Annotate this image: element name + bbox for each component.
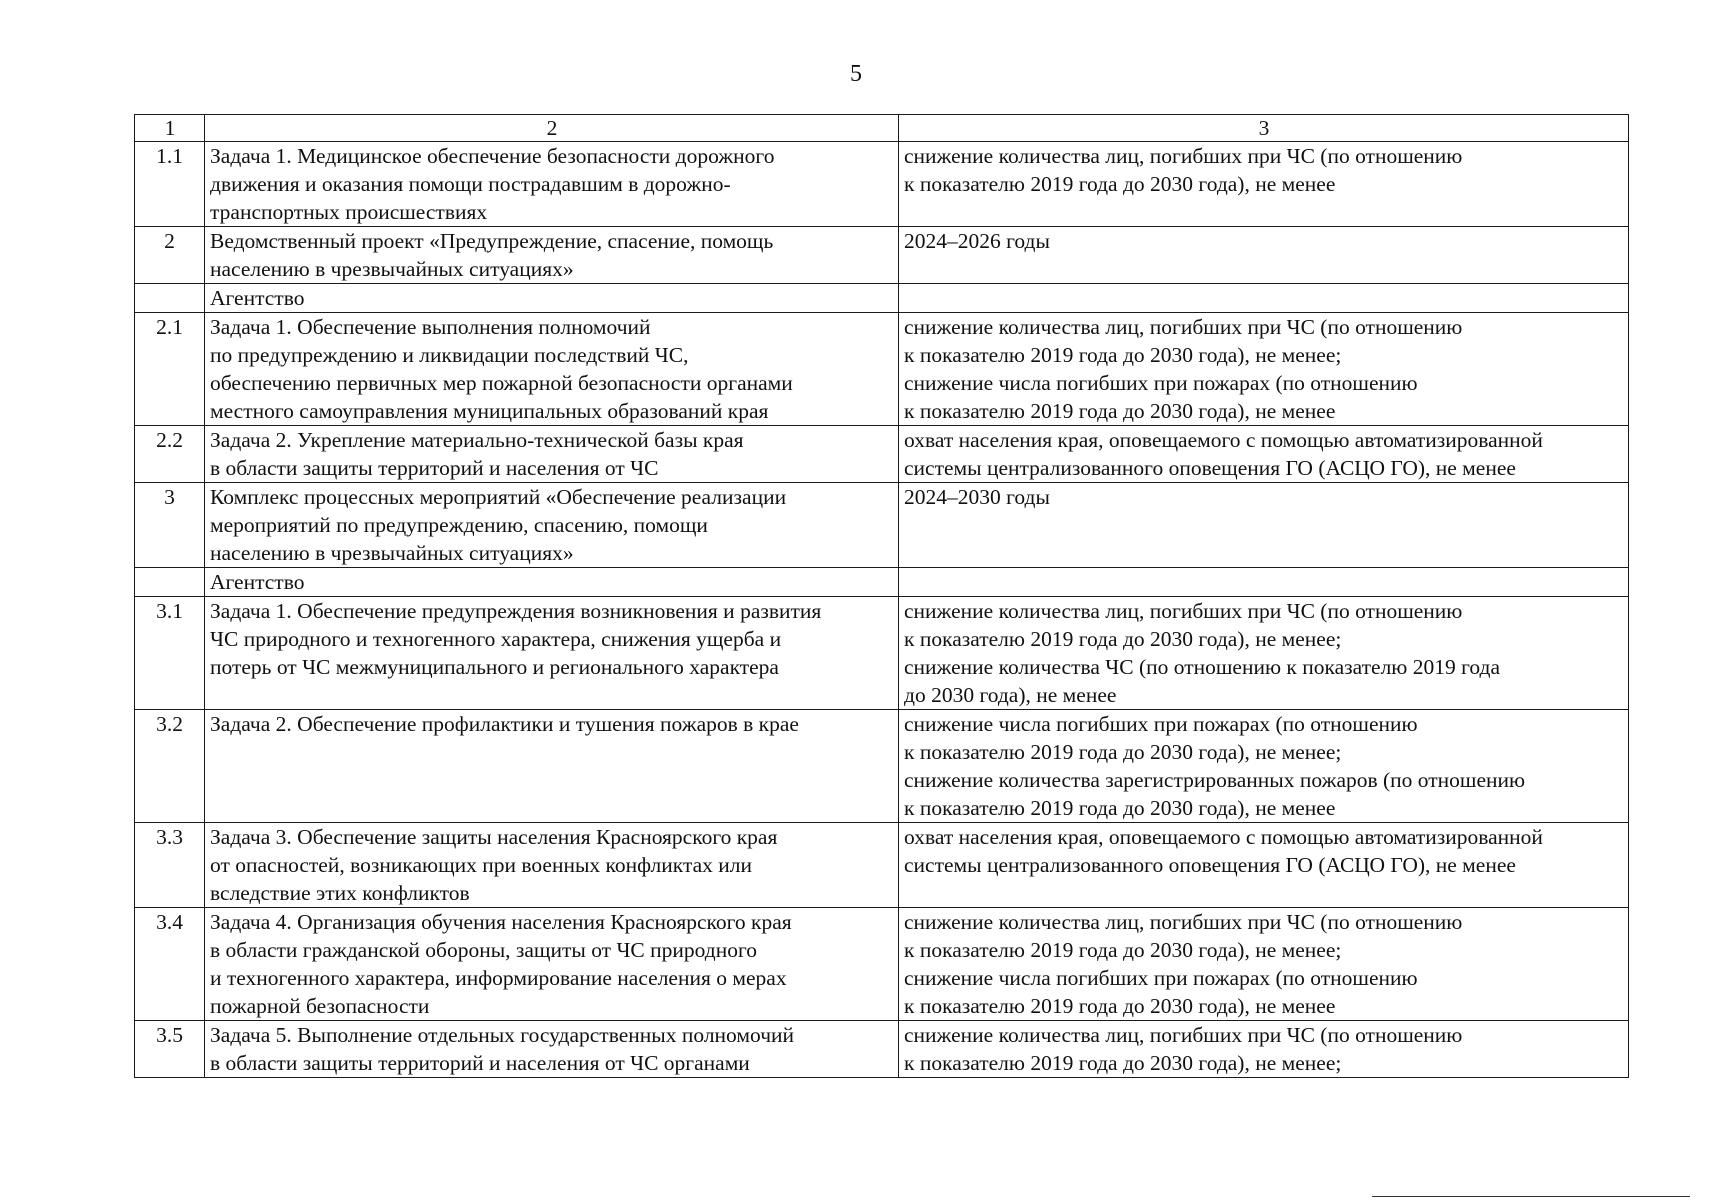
table-row [135, 142, 1629, 227]
row-number-cell: 1.1 [135, 142, 205, 227]
row-number-cell: 3.3 [135, 823, 205, 908]
row-number-cell [135, 568, 205, 597]
row-number-cell: 2.1 [135, 313, 205, 426]
row-number-cell: 3.1 [135, 597, 205, 710]
task-cell: Задача 2. Укрепление материально-технической базы края в области защиты территорий и населения от ЧС [205, 426, 899, 483]
table-row [135, 823, 1629, 908]
indicator-cell [899, 284, 1629, 313]
footer-rule [1372, 1196, 1690, 1197]
table-row [135, 710, 1629, 823]
table-row [135, 483, 1629, 568]
column-header-3: 3 [899, 115, 1629, 142]
indicator-cell: снижение количества лиц, погибших при ЧС (по отношению к показателю 2019 года до 2030 года), не менее; снижение числа погибших при пожарах (по отношению к показателю 2019 года до 2030 года), не менее [899, 908, 1629, 1021]
task-cell: Задача 4. Организация обучения населения Красноярского края в области гражданской обороны, защиты от ЧС природного и техногенного характера, информирование населения о мерах пожарной безопасности [205, 908, 899, 1021]
table-header-row [135, 115, 1629, 142]
task-cell: Агентство [205, 284, 899, 313]
table-row [135, 227, 1629, 284]
row-number-cell: 3.5 [135, 1021, 205, 1078]
task-cell: Задача 1. Обеспечение выполнения полномочий по предупреждению и ликвидации последствий ЧС, обеспечению первичных мер пожарной безопасности органами местного самоуправления муниципальных образований края [205, 313, 899, 426]
row-number-cell: 2 [135, 227, 205, 284]
indicator-cell: снижение количества лиц, погибших при ЧС (по отношению к показателю 2019 года до 2030 года), не менее [899, 142, 1629, 227]
indicator-cell: снижение количества лиц, погибших при ЧС (по отношению к показателю 2019 года до 2030 года), не менее; [899, 1021, 1629, 1078]
table-row [135, 1021, 1629, 1078]
indicator-cell [899, 568, 1629, 597]
column-header-1: 1 [135, 115, 205, 142]
indicator-cell: охват населения края, оповещаемого с помощью автоматизированной системы централизованного оповещения ГО (АСЦО ГО), не менее [899, 426, 1629, 483]
task-cell: Агентство [205, 568, 899, 597]
task-cell: Задача 3. Обеспечение защиты населения Красноярского края от опасностей, возникающих при военных конфликтах или вследствие этих конфликтов [205, 823, 899, 908]
indicator-cell: охват населения края, оповещаемого с помощью автоматизированной системы централизованного оповещения ГО (АСЦО ГО), не менее [899, 823, 1629, 908]
table-row [135, 908, 1629, 1021]
row-number-cell: 3 [135, 483, 205, 568]
table-row [135, 568, 1629, 597]
indicator-cell: 2024–2030 годы [899, 483, 1629, 568]
task-cell: Комплекс процессных мероприятий «Обеспечение реализации мероприятий по предупреждению, спасению, помощи населению в чрезвычайных ситуациях» [205, 483, 899, 568]
row-number-cell: 2.2 [135, 426, 205, 483]
task-cell: Задача 2. Обеспечение профилактики и тушения пожаров в крае [205, 710, 899, 823]
table-row [135, 426, 1629, 483]
column-header-2: 2 [205, 115, 899, 142]
row-number-cell: 3.4 [135, 908, 205, 1021]
program-tasks-table [134, 114, 1629, 1078]
task-cell: Задача 1. Медицинское обеспечение безопасности дорожного движения и оказания помощи пострадавшим в дорожно- транспортных происшествиях [205, 142, 899, 227]
row-number-cell: 3.2 [135, 710, 205, 823]
page-number: 5 [850, 61, 862, 87]
indicator-cell: 2024–2026 годы [899, 227, 1629, 284]
indicator-cell: снижение числа погибших при пожарах (по отношению к показателю 2019 года до 2030 года), не менее; снижение количества зарегистрированных пожаров (по отношению к показателю 2019 года до 2030 года), не менее [899, 710, 1629, 823]
task-cell: Задача 1. Обеспечение предупреждения возникновения и развития ЧС природного и техногенного характера, снижения ущерба и потерь от ЧС межмуниципального и регионального характера [205, 597, 899, 710]
indicator-cell: снижение количества лиц, погибших при ЧС (по отношению к показателю 2019 года до 2030 года), не менее; снижение количества ЧС (по отношению к показателю 2019 года до 2030 года), не менее [899, 597, 1629, 710]
table-body [135, 115, 1629, 1078]
table-row [135, 597, 1629, 710]
task-cell: Задача 5. Выполнение отдельных государственных полномочий в области защиты территорий и населения от ЧС органами [205, 1021, 899, 1078]
table-row [135, 284, 1629, 313]
row-number-cell [135, 284, 205, 313]
indicator-cell: снижение количества лиц, погибших при ЧС (по отношению к показателю 2019 года до 2030 года), не менее; снижение числа погибших при пожарах (по отношению к показателю 2019 года до 2030 года), не менее [899, 313, 1629, 426]
task-cell: Ведомственный проект «Предупреждение, спасение, помощь населению в чрезвычайных ситуациях» [205, 227, 899, 284]
table-row [135, 313, 1629, 426]
